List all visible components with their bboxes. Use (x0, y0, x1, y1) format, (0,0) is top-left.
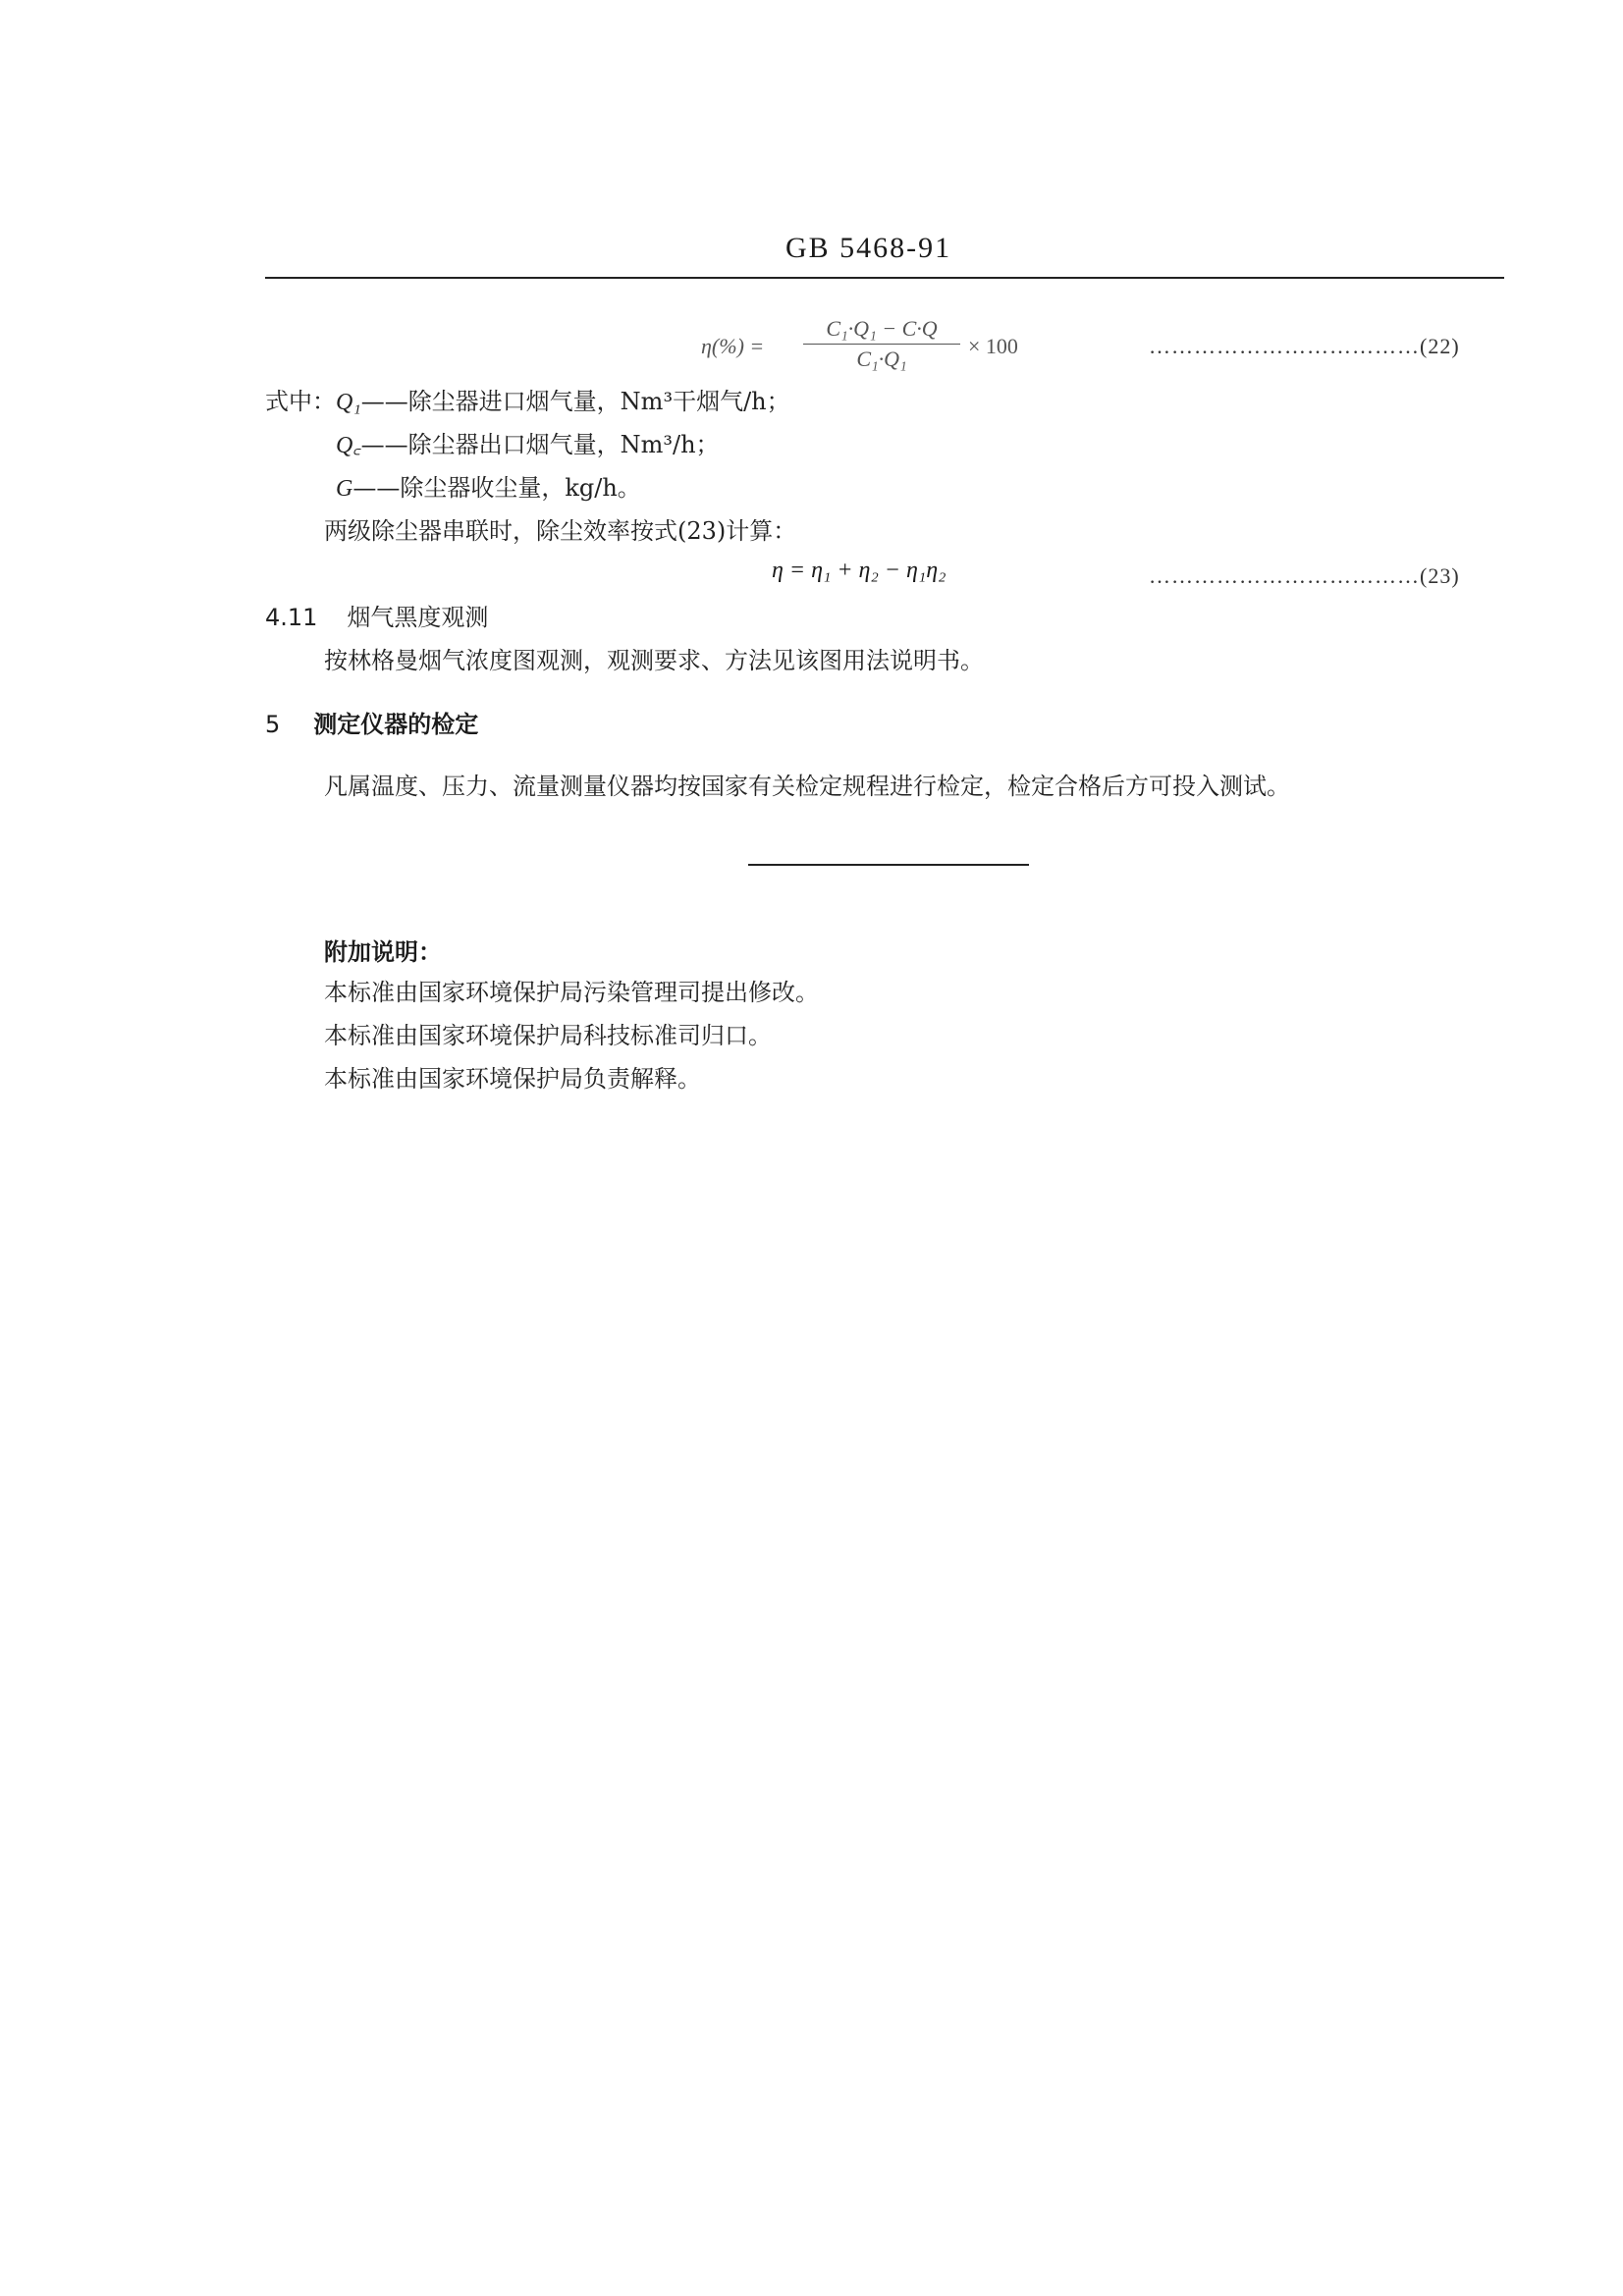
formula-22-lhs: η(%) = (701, 334, 765, 358)
section-4-11-body: 按林格曼烟气浓度图观测，观测要求、方法见该图用法说明书。 (324, 647, 984, 674)
formula-22-denominator: C₁·Q₁ (856, 347, 907, 371)
section-title: 测定仪器的检定 (313, 711, 479, 738)
additional-note-line: 本标准由国家环境保护局污染管理司提出修改。 (324, 979, 819, 1006)
standard-code: GB 5468-91 (785, 232, 952, 264)
where-item-q1 (265, 385, 790, 419)
where-desc: ——除尘器进口烟气量，Nm³干烟气/h； (360, 388, 790, 415)
section-5-body: 凡属温度、压力、流量测量仪器均按国家有关检定规程进行检定，检定合格后方可投入测试。 (324, 773, 1290, 800)
where-symbol: Q꜀ (336, 433, 361, 458)
equation-number-23: ………………………………(23) (1149, 563, 1460, 588)
additional-note-line: 本标准由国家环境保护局负责解释。 (324, 1065, 701, 1093)
header-rule (265, 277, 1504, 279)
formula-22-numerator: C₁·Q₁ − C·Q (826, 316, 938, 341)
where-intro: 式中： (265, 388, 336, 415)
where-symbol: Q₁ (336, 390, 361, 415)
where-symbol: G (336, 476, 353, 502)
where-desc: ——除尘器出口烟气量，Nm³/h； (360, 431, 720, 458)
end-rule (748, 864, 1029, 866)
equation-number-22: ………………………………(22) (1149, 334, 1460, 358)
section-4-11-heading (265, 601, 488, 634)
formula-23: η = η₁ + η₂ − η₁η₂ (772, 558, 947, 583)
section-5-heading (265, 705, 478, 739)
fraction-bar (803, 344, 960, 345)
additional-notes-heading: 附加说明： (324, 938, 442, 966)
additional-note-line: 本标准由国家环境保护局科技标准司归口。 (324, 1022, 772, 1049)
where-item-g (336, 471, 641, 506)
formula-22-rhs: × 100 (968, 334, 1018, 358)
two-stage-text: 两级除尘器串联时，除尘效率按式(23)计算： (324, 517, 797, 545)
where-desc: ——除尘器收尘量，kg/h。 (352, 474, 641, 502)
formula-22-fraction (803, 316, 960, 372)
section-number: 4.11 (265, 604, 318, 631)
where-item-qc (336, 428, 720, 462)
section-number: 5 (265, 711, 281, 738)
section-title: 烟气黑度观测 (347, 604, 489, 631)
